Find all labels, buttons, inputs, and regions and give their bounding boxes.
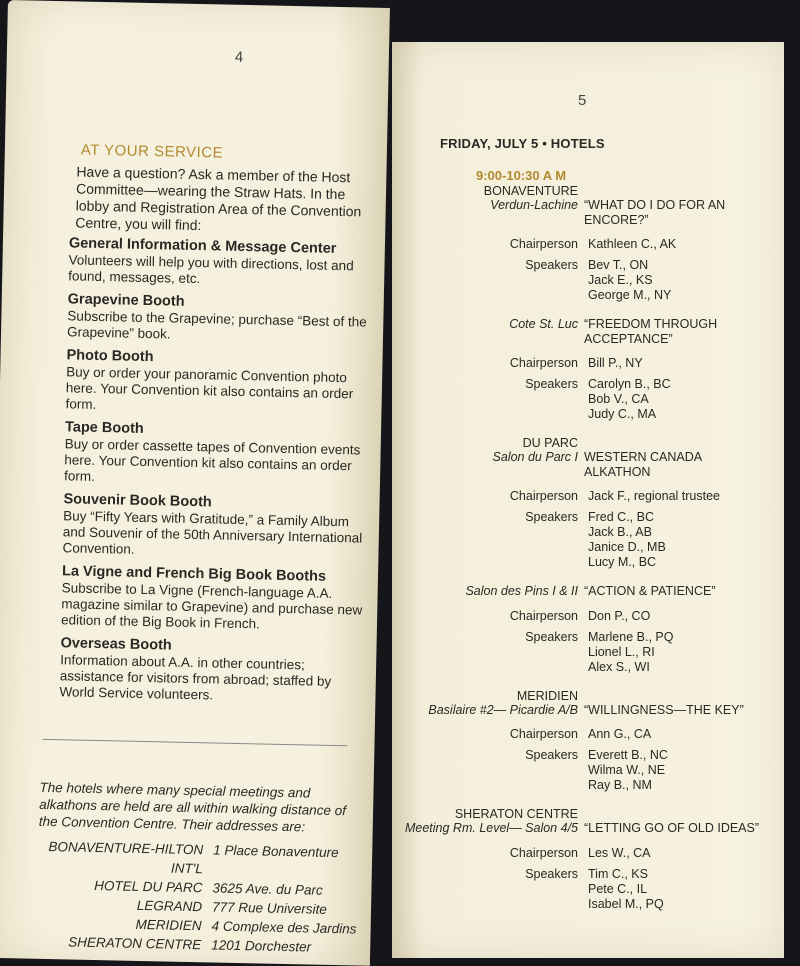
speaker-name: Wilma W., NE [588, 763, 666, 777]
speaker-names [588, 377, 671, 422]
session-hotel: DU PARC [522, 436, 578, 450]
speaker-name: Alex S., WI [588, 659, 650, 674]
session-hotel: MERIDIEN [516, 688, 578, 703]
service-title: La Vigne and French Big Book Booths [61, 563, 327, 585]
page-number-left: 4 [234, 48, 244, 66]
hotel-address: 777 Rue Universite [211, 899, 327, 917]
speakers-row [392, 510, 784, 570]
speakers-label: Speakers [525, 866, 578, 881]
session-title: “ACTION & PATIENCE” [584, 584, 716, 598]
speaker-name: Isabel M., PQ [588, 896, 664, 911]
speakers-label: Speakers [525, 258, 578, 272]
chair-name: Don P., CO [588, 608, 651, 623]
right-page [392, 42, 784, 958]
chair-name: Jack F., regional trustee [588, 489, 721, 503]
page-number-right: 5 [578, 92, 587, 109]
chair-label: Chairperson [509, 237, 578, 251]
session [392, 184, 784, 303]
time-slot: 9:00-10:30 A M [476, 168, 567, 183]
service-heading: AT YOUR SERVICE [80, 141, 224, 162]
service-desc: Subscribe to the Grapevine; purchase “Best of the Grapevine” book. [66, 308, 367, 342]
session-venue [392, 584, 578, 598]
service-desc: Buy “Fifty Years with Gratitude,” a Family Album and Souvenir of the 50th Anniversary International Convention. [62, 508, 363, 557]
speakers-label: Speakers [525, 629, 578, 644]
speaker-name: Janice D., MB [588, 540, 666, 554]
service-title: Tape Booth [64, 419, 144, 437]
speaker-name: Pete C., IL [588, 881, 648, 896]
session [392, 317, 784, 422]
service-item [61, 563, 368, 634]
speaker-name: George M., NY [588, 288, 672, 302]
chair-row [392, 727, 784, 742]
session-room: Salon des Pins I & II [465, 584, 578, 598]
speaker-name: Jack E., KS [588, 273, 653, 287]
session-room: Meeting Rm. Level— Salon 4/5 [404, 821, 578, 835]
speakers-row [392, 377, 784, 422]
speaker-names [588, 867, 664, 912]
service-desc: Buy or order cassette tapes of Convention events here. Your Convention kit also contains an order form. [63, 436, 361, 484]
hotel-name: BONAVENTURE-HILTON INT'L [48, 839, 204, 877]
session-venue [392, 184, 578, 212]
speakers-label: Speakers [525, 377, 578, 391]
service-title: Overseas Booth [60, 635, 172, 654]
service-desc: Volunteers will help you with directions, lost and found, messages, etc. [68, 252, 354, 287]
service-item [62, 491, 369, 562]
speaker-name: Judy C., MA [588, 407, 657, 421]
chair-name: Kathleen C., AK [588, 237, 677, 251]
service-list [59, 235, 375, 713]
chair-label: Chairperson [509, 727, 578, 741]
hotel-address: 1201 Dorchester [211, 937, 312, 955]
session-venue [392, 807, 578, 835]
session-list [392, 184, 784, 926]
hotel-name: LEGRAND [136, 897, 203, 915]
speaker-names [588, 510, 666, 570]
service-title: Souvenir Book Booth [63, 491, 212, 511]
speaker-name: Lionel L., RI [588, 644, 655, 659]
divider [43, 739, 348, 746]
speaker-name: Carolyn B., BC [588, 377, 671, 391]
service-title: Grapevine Booth [67, 291, 185, 310]
session [392, 689, 784, 794]
chair-row [392, 356, 784, 371]
service-desc: Information about A.A. in other countries; assistance for visitors from abroad; staffed by World Service volunteers. [59, 652, 332, 703]
chair-label: Chairperson [509, 489, 578, 503]
chair-row [392, 609, 784, 624]
left-page [0, 0, 390, 966]
hotel-name: SHERATON CENTRE [68, 934, 202, 953]
chair-name: Les W., CA [588, 845, 651, 860]
session-venue [392, 317, 578, 331]
session-venue [392, 436, 578, 464]
hotel-address: 3625 Ave. du Parc [212, 880, 323, 898]
address-list [18, 836, 358, 957]
session [392, 584, 784, 675]
speaker-names [588, 630, 673, 675]
chair-name: Bill P., NY [588, 356, 643, 370]
day-heading: FRIDAY, JULY 5 • HOTELS [440, 136, 605, 151]
hotel-address: 4 Complexe des Jardins [211, 918, 357, 937]
speakers-row [392, 630, 784, 675]
service-title: Photo Booth [66, 347, 154, 366]
session-room: Basilaire #2— Picardie A/B [428, 702, 578, 717]
session-room: Salon du Parc I [492, 450, 578, 464]
speaker-name: Fred C., BC [588, 510, 654, 524]
speaker-name: Bob V., CA [588, 392, 649, 406]
speaker-name: Jack B., AB [588, 525, 652, 539]
speakers-row [392, 258, 784, 303]
speaker-name: Marlene B., PQ [588, 629, 674, 644]
chair-row [392, 489, 784, 504]
session-title: “WHAT DO I DO FOR AN ENCORE?” [584, 198, 726, 227]
session-hotel: SHERATON CENTRE [454, 807, 578, 821]
speakers-label: Speakers [525, 510, 578, 524]
session-title: “WILLINGNESS—THE KEY” [584, 702, 744, 717]
service-item [65, 347, 372, 418]
session-venue [392, 689, 578, 717]
speaker-names [588, 258, 671, 303]
speakers-label: Speakers [525, 748, 578, 762]
session-title: WESTERN CANADA ALKATHON [584, 450, 702, 479]
session-hotel: BONAVENTURE [483, 184, 578, 198]
chair-label: Chairperson [509, 845, 578, 860]
service-desc: Subscribe to La Vigne (French-language A.A. magazine similar to Grapevine) and purchase new edition of the Big Book in French. [60, 580, 363, 632]
chair-name: Ann G., CA [588, 727, 652, 741]
session-title: “LETTING GO OF OLD IDEAS” [584, 821, 760, 835]
hotel-name: MERIDIEN [135, 916, 202, 934]
chair-row [392, 846, 784, 861]
speaker-name: Everett B., NC [588, 748, 668, 762]
session [392, 436, 784, 570]
service-item [64, 419, 371, 490]
chair-row [392, 237, 784, 252]
hotels-note: The hotels where many special meetings and alkathons are held are all within walking distance of the Convention Centre. Their addresses are: [38, 779, 347, 835]
service-intro: Have a question? Ask a member of the Host Committee—wearing the Straw Hats. In the lobby and Registration Area of the Convention Centre, you will find: [75, 163, 362, 234]
hotel-address: 1 Place Bonaventure [213, 842, 339, 861]
service-item [59, 635, 366, 706]
speaker-names [588, 748, 668, 793]
chair-label: Chairperson [509, 356, 578, 370]
service-item [67, 291, 374, 346]
service-desc: Buy or order your panoramic Convention photo here. Your Convention kit also contains an order form. [65, 364, 354, 412]
speaker-name: Tim C., KS [588, 866, 648, 881]
session-room: Verdun-Lachine [490, 198, 578, 212]
service-title: General Information & Message Center [68, 235, 337, 257]
session [392, 807, 784, 912]
speaker-name: Bev T., ON [588, 258, 649, 272]
speakers-row [392, 867, 784, 912]
speaker-name: Ray B., NM [588, 778, 652, 792]
session-title: “FREEDOM THROUGH ACCEPTANCE” [584, 317, 718, 346]
session-room: Cote St. Luc [509, 317, 578, 331]
chair-label: Chairperson [509, 608, 578, 623]
speaker-name: Lucy M., BC [588, 555, 657, 569]
service-item [68, 235, 375, 290]
speakers-row [392, 748, 784, 793]
hotel-name: HOTEL DU PARC [94, 878, 203, 896]
